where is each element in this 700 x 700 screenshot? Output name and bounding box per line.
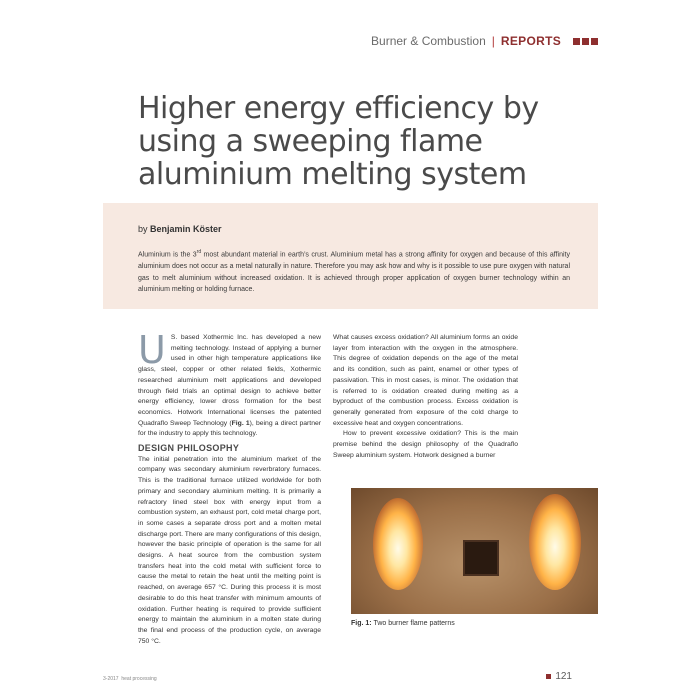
footer-publication-name: heat processing [121, 676, 157, 682]
byline-prefix: by [138, 224, 148, 234]
footer-issue: 3-2017 [103, 676, 119, 682]
abstract-box [103, 203, 598, 309]
intro-paragraph [138, 328, 322, 440]
drop-cap: U [138, 328, 166, 372]
abstract-superscript: rd [196, 249, 202, 255]
figure-reference: Fig. 1 [231, 419, 250, 427]
header-category: REPORTS [500, 34, 561, 48]
figure-caption-text: Two burner flame patterns [371, 620, 455, 627]
footer-publication [103, 676, 157, 682]
header-section: Burner & Combustion [371, 34, 486, 48]
article-title: Higher energy efficiency by using a sweeping flame aluminium melting system [138, 91, 539, 192]
footer-page [546, 671, 572, 682]
figure-label: Fig. 1: [351, 620, 372, 627]
design-paragraph: The initial penetration into the aluminium market of the company was secondary aluminium reverbratory furnaces. This is the traditional furnace utilized worldwide for both primary and secondary aluminium melting. It is primarily a refractory lined steel box with energy input from a combustion system, an exhaust port, cold metal charge port, in some cases a separate dross port and a molten metal discharge port. There are many configurations of this design, however the basic principle of operation is the same for all designs. A heat source from the combustion system transfers heat into the cold metal with sufficient force to cause the metal to retain the heat until the melting point is reached, on average 657 °C. During this process it is most desirable to do this heat transfer with minimum amounts of oxidation. Further heating is required to provide sufficient energy to maintain the aluminium in a molten state during the final end process of the production cycle, on average 750 °C. [138, 455, 321, 645]
left-flame-icon [373, 498, 423, 590]
running-header [371, 34, 598, 48]
page-square-icon [546, 674, 551, 679]
body-column-right [333, 333, 518, 461]
figure-caption [351, 620, 455, 627]
prevention-paragraph: How to prevent excessive oxidation? This is the main premise behind the design philosophy of the Quadraflo Sweep aluminium system. Hotwork designed a burner [333, 430, 518, 459]
header-separator: | [491, 34, 495, 48]
page-number: 121 [555, 671, 572, 682]
abstract-text [138, 247, 570, 296]
oxidation-paragraph: What causes excess oxidation? All aluminium forms an oxide layer from interaction with the oxygen in the atmosphere. This degree of oxidation depends on the age of the metal and its condition, such as paint, enamel or other types of passivation. This in most cases, is minor. The oxidation that is referred to is oxidation created during melting as a byproduct of the combustion process. Excess oxidation is generally generated from exposure of the cold charge to excessive heat and oxygen concentrations. [333, 334, 518, 427]
figure-photo [351, 488, 598, 614]
author-name: Benjamin Köster [150, 224, 222, 234]
byline [138, 224, 222, 234]
abstract-part1: Aluminium is the 3 [138, 251, 197, 259]
header-squares-icon [573, 38, 598, 45]
abstract-part2: most abundant material in earth’s crust. Aluminium metal has a strong affinity for oxygen and because of this affinity aluminium does not occur as a metal naturally in nature. Therefore you may ask how and why is it possible to use pure oxygen with natural gas to melt aluminium without increased oxidation. It is achieved through proper application of oxygen burner technology within an aluminium melting or holding furnace. [138, 251, 570, 294]
body-column-left [138, 328, 322, 647]
intro-text-1: S. based Xothermic Inc. has developed a new melting technology. Instead of applying a burner used in other high temperature applications like glass, steel, copper or other related fields, Xothermic researched aluminium melt applications and developed through field trials an optimal design to achieve better energy efficiency, lower dross formation for the best economics. Hotwork International licenses the patented Quadraflo Sweep Technology ( [138, 334, 321, 427]
furnace-port [463, 540, 499, 576]
section-heading: DESIGN PHILOSOPHY [138, 443, 240, 454]
right-flame-icon [529, 494, 581, 590]
intro-text-2: ), being a direct partner for the industry to apply this technology. [138, 419, 322, 438]
